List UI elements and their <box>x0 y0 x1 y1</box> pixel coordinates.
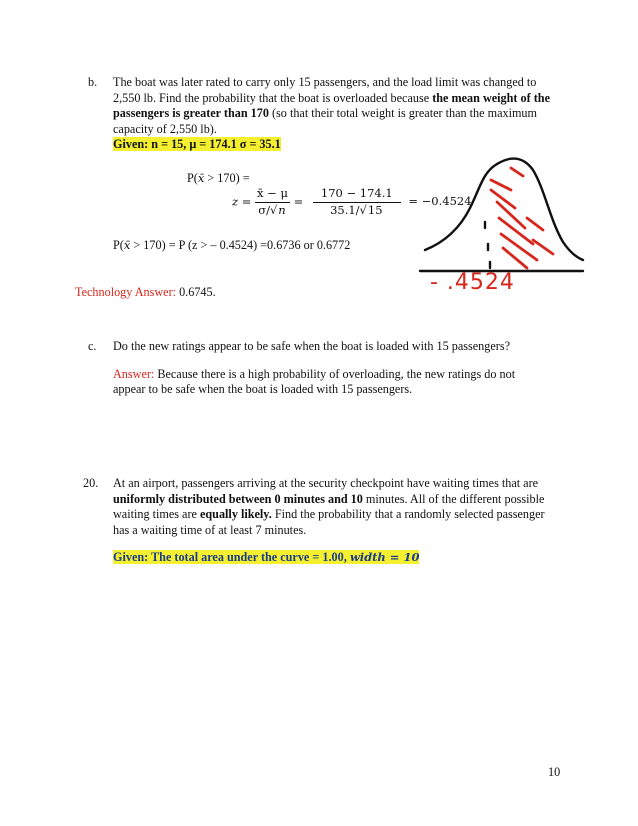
probability-statement <box>187 171 250 187</box>
part-c-answer-line2: appear to be safe when the boat is loaded with 15 passengers. <box>113 382 413 397</box>
value-numerator: 170 − 174.1 <box>313 186 401 203</box>
formula-sigma: σ/ <box>258 202 270 217</box>
problem-20-line3-start: waiting times are <box>113 507 200 522</box>
part-b-marker: b. <box>88 75 98 89</box>
problem-20-line3-rest: Find the probability that a randomly selected passenger <box>271 507 545 522</box>
value-sd: 35.1/ <box>330 202 360 217</box>
prob-suffix: > 170) = <box>204 171 250 185</box>
formula-denominator: σ/√n <box>258 202 286 217</box>
sketch-z-label: - .4524 <box>430 270 515 295</box>
problem-20-line2-rest: minutes. All of the different possible <box>362 491 545 506</box>
part-c-text <box>113 339 573 398</box>
part-c-answer-text: Because there is a high probability of overloading, the new ratings do not <box>154 366 516 381</box>
value-fraction <box>313 186 401 218</box>
prob-prefix: P( <box>187 171 198 185</box>
xbar-symbol: x̄ <box>197 171 205 185</box>
problem-20-given-math: width = 10 <box>349 550 420 565</box>
problem-20-given-text: Given: The total area under the curve = 1.00, <box>113 550 350 565</box>
result-xbar: x̄ <box>123 238 131 252</box>
problem-20-line2-bold: uniformly distributed between 0 minutes and 10 <box>113 491 363 506</box>
problem-20-line4: has a waiting time of at least 7 minutes. <box>113 522 307 537</box>
equals-2: = <box>293 194 304 209</box>
part-b-line3-bold: passengers is greater than 170 <box>113 106 269 121</box>
part-b-line3-rest: (so that their total weight is greater than the maximum <box>268 106 538 121</box>
result-suffix: > 170) = P (z > – 0.4524) =0.6736 or 0.6772 <box>130 238 351 252</box>
part-c-question: Do the new ratings appear to be safe when the boat is loaded with 15 passengers? <box>113 339 510 353</box>
problem-20-text <box>113 476 573 566</box>
probability-result <box>113 238 350 254</box>
value-n: 15 <box>367 202 383 217</box>
part-b-line3 <box>113 106 573 122</box>
part-b-text <box>113 75 573 153</box>
formula-numerator: x̄ − μ <box>255 186 290 203</box>
problem-20-given-highlight <box>113 550 419 564</box>
part-b-line2-start: 2,550 lb. Find the probability that the boat is overloaded because <box>113 90 433 105</box>
problem-20-marker: 20. <box>83 476 99 490</box>
value-denominator: 35.1/√15 <box>330 202 383 217</box>
technology-label: Technology Answer: <box>75 285 177 299</box>
technology-answer <box>75 285 216 301</box>
shaded-region <box>491 168 553 268</box>
problem-20-given <box>113 550 573 566</box>
part-b-line1: The boat was later rated to carry only 15 passengers, and the load limit was changed to <box>113 75 537 89</box>
problem-20-line3 <box>113 507 573 523</box>
part-b-line4: capacity of 2,550 lb). <box>113 121 217 136</box>
problem-20-line3-bold: equally likely. <box>199 507 272 522</box>
part-c-marker: c. <box>88 339 97 353</box>
z-variable: z <box>232 194 239 209</box>
result-prefix: P( <box>113 238 124 252</box>
problem-20-line2 <box>113 492 573 508</box>
part-b-line2 <box>113 91 573 107</box>
part-b-given-text: Given: n = 15, μ = 174.1 σ = 35.1 <box>113 137 281 152</box>
part-c-answer-label: Answer: <box>113 366 155 381</box>
curve-left-side <box>425 164 497 250</box>
problem-20-line1: At an airport, passengers arriving at the security checkpoint have waiting times that are <box>113 476 539 490</box>
part-c-answer-line1 <box>113 367 573 383</box>
formula-fraction <box>255 186 290 218</box>
part-b-line2-bold: the mean weight of the <box>432 90 550 105</box>
formula-n: n <box>278 202 286 217</box>
technology-value: 0.6745. <box>176 285 216 299</box>
page-number: 10 <box>548 765 561 779</box>
z-result: = −0.4524 <box>408 194 472 209</box>
equals-1: = <box>241 194 252 209</box>
